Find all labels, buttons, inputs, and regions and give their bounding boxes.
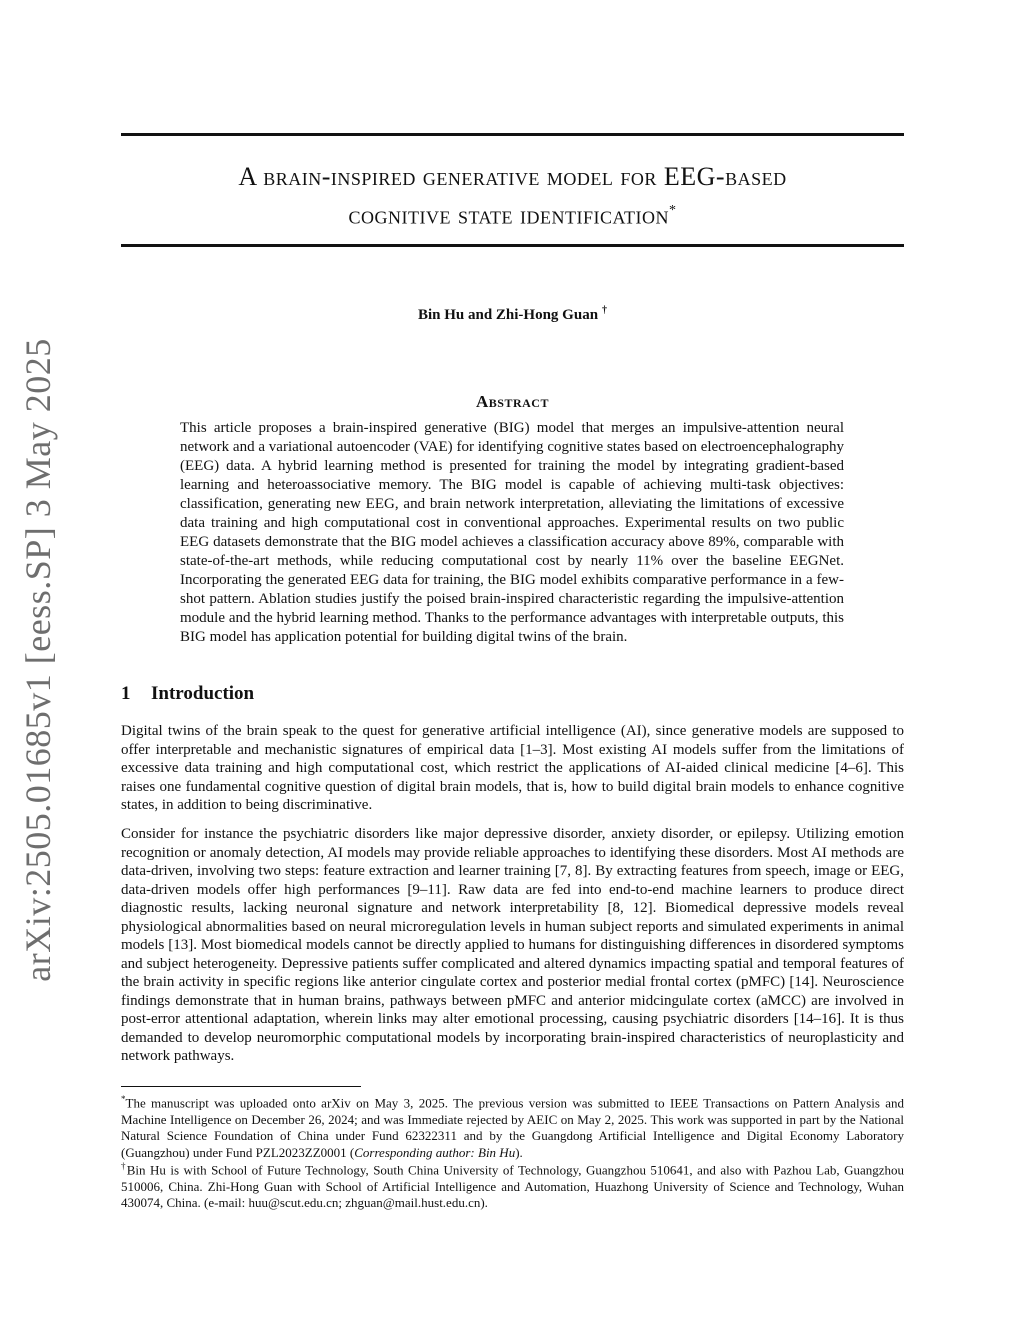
paper-title: [121, 160, 904, 233]
title-line-1: A brain-inspired generative model for EEG-based: [238, 162, 787, 191]
abstract-body: This article proposes a brain-inspired generative (BIG) model that merges an impulsive-attention neural network and a variational autoencoder (VAE) for identifying cognitive states based on electroencephalography (EEG) data. A hybrid learning method is presented for training the model by integrating gradient-based learning and heteroassociative memory. The BIG model is capable of achieving multi-task objectives: classification, generating new EEG, and brain network interpretation, alleviating the limitations of excessive data training and high computational cost in conventional approaches. Experimental results on two public EEG datasets demonstrate that the BIG model achieves a classification accuracy above 89%, comparable with state-of-the-art methods, while reducing computational cost by nearly 11% over the baseline EEGNet. Incorporating the generated EEG data for training, the BIG model exhibits comparative performance in a few-shot pattern. Ablation studies justify the poised brain-inspired characteristic regarding the impulsive-attention module and the hybrid learning method. Thanks to the performance advantages with interpretable outputs, this BIG model has application potential for building digital twins of the brain.: [180, 420, 844, 645]
author-footnote-mark: †: [602, 305, 608, 316]
footnote-1-end: ).: [515, 1144, 523, 1160]
footnote-1-text: The manuscript was uploaded onto arXiv on May 3, 2025. The previous version was submitted to IEEE Transactions on Pattern Analysis and Machine Intelligence on December 26, 2024; and was Immediate rejected by AEIC on May 2, 2025. This work was supported in part by the National Natural Science Foundation of China under Fund 62322311 and by the Guangdong Artificial Intelligence and Digital Economy Laboratory (Guangzhou) under Fund PZL2023ZZ0001 (: [121, 1095, 904, 1160]
title-top-rule: [121, 133, 904, 136]
footnote-1: [121, 1091, 904, 1161]
section-heading-introduction: [121, 683, 254, 705]
title-bottom-rule: [121, 244, 904, 247]
author-names: Bin Hu and Zhi-Hong Guan: [417, 307, 599, 323]
corresponding-author: Corresponding author: Bin Hu: [354, 1144, 516, 1160]
title-footnote-mark: *: [669, 203, 677, 218]
introduction-paragraph-2: Consider for instance the psychiatric disorders like major depressive disorder, anxiety disorder, or epilepsy. Utilizing emotion recognition or anomaly detection, AI models may provide reliable approaches to identifying these disorders. Most AI methods are data-driven, involving two steps: feature extraction and learner training [7, 8]. By extracting features from speech, image or EEG, data-driven models offer high performances [9–11]. Raw data are fed into end-to-end machine learners to produce direct diagnostic results, lacking neuronal signature and network interpretability [8, 12]. Biomedical depressive models reveal physiological abnormalities based on neural microregulation levels in human subject reports and simulated experiments in animal models [13]. Most biomedical models cannot be directly applied to humans for distinguishing differences in disordered symptoms and subject heterogeneity. Depressive patients suffer complicated and altered dynamics impacting spatial and temporal features of the brain activity in specific regions like anterior cingulate cortex and posterior medial frontal cortex (pMFC) [14]. Neuroscience findings demonstrate that in human brains, pathways between pMFC and anterior midcingulate cortex (aMCC) are involved in post-error attentional adaptation, wherein links may alter emotional processing, causing psychiatric disorders [14–16]. It is thus demanded to develop neuromorphic computational models by incorporating brain-inspired characteristics of neuroplasticity and network pathways.: [121, 826, 904, 1064]
abstract-heading: Abstract: [476, 392, 549, 411]
section-number: 1: [121, 683, 131, 704]
section-title: Introduction: [151, 683, 255, 704]
footnote-1-mark: *: [121, 1094, 126, 1104]
footnote-separator: [121, 1086, 361, 1087]
arxiv-identifier-stamp: arXiv:2505.01685v1 [eess.SP] 3 May 2025: [18, 338, 58, 982]
title-line-2-wrap: [121, 194, 904, 233]
footnote-2-text: Bin Hu is with School of Future Technology, South China University of Technology, Guangzhou 510641, and also with Pazhou Lab, Guangzhou 510006, China. Zhi-Hong Guan with School of Artificial Intelligence and Automation, Huazhong University of Science and Technology, Wuhan 430074, China. (e-mail: huu@scut.edu.cn; zhguan@mail.hust.edu.cn).: [121, 1162, 904, 1211]
author-line: [121, 305, 904, 324]
introduction-paragraph-1: Digital twins of the brain speak to the quest for generative artificial intelligence (AI), since generative models are supposed to offer interpretable and mechanistic signatures of empirical data [1–3]. Most existing AI models suffer from the limitations of excessive data training and high computational cost, which restrict the applications of AI-aided clinical medicine [4–6]. This raises one fundamental cognitive question of digital brain models, that is, how to build digital brain models to enhance cognitive states, in addition to being discriminative.: [121, 723, 904, 813]
footnote-2: [121, 1158, 904, 1212]
footnote-2-mark: †: [121, 1161, 127, 1171]
title-line-2: cognitive state identification: [348, 200, 670, 230]
